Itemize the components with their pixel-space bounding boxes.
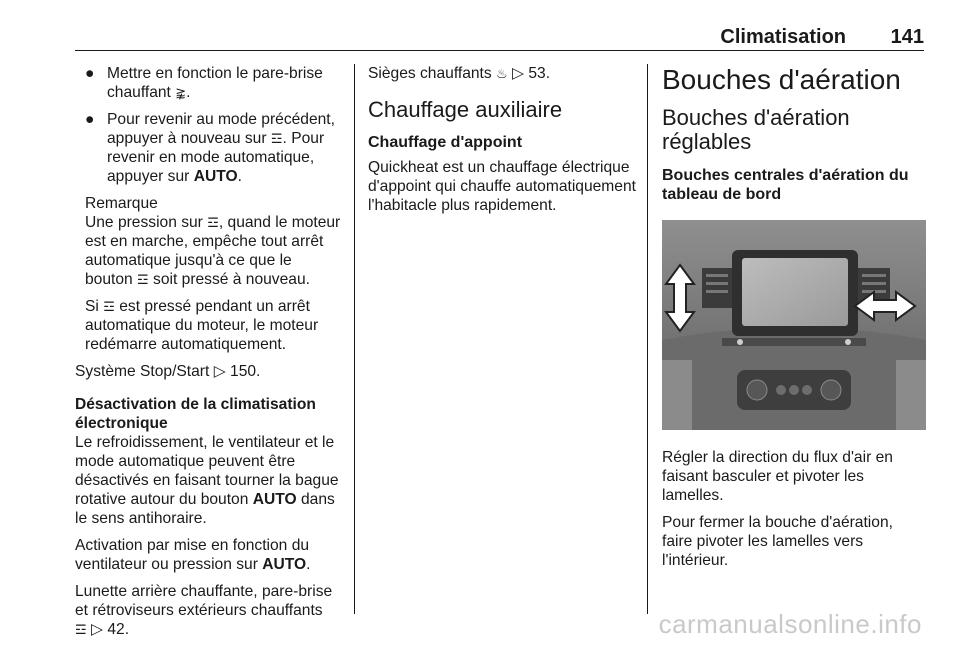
subsection-heading: Bouches centrales d'aération du tableau de bord (662, 167, 909, 203)
chapter-heading: Bouches d'aération (662, 64, 901, 95)
cross-reference: Sièges chauffants ♨ ▷ 53. (368, 65, 551, 82)
arrow-icon: ▷ (213, 363, 226, 380)
column-left: ● Mettre en fonction le pare-brise chauffant ⪊. ● Pour revenir au mode précédent, appuyer à nouveau sur ☲. Pour revenir en mode automatique, appuyer sur AUTO. Remarque Une pression sur ☲, quand le moteur est en marche, empêche tout arrêt automatique jusqu'à ce que le bouton ☲ soit pressé à nouveau. Si ☲ est pressé pendant un arrêt automatique du moteur, le moteur redémarre automatiquement. Système Stop/Start ▷ 150. Désactivation de la climatisation électronique Le refroidissement, le ventilateur et le mode automatique peuvent être désactivés en faisant tourner la bague rotative autour du bouton AUTO dans le sens antihoraire. Activation par mise en fonction du ventilateur ou pression sur AUTO. Lunette arrière chauffante, pare-brise et rétroviseurs extérieurs chauffants ☲ ▷ 42. (75, 64, 343, 647)
column-divider (647, 64, 648, 614)
rear-defrost-icon: ☲ (75, 622, 87, 637)
arrow-icon: ▷ (512, 65, 525, 82)
column-divider (354, 64, 355, 614)
windscreen-heat-icon: ⪊ (175, 85, 187, 100)
list-item: ● Mettre en fonction le pare-brise chauffant ⪊. (85, 65, 323, 101)
list-item: ● Pour revenir au mode précédent, appuyer à nouveau sur ☲. Pour revenir en mode automatique, appuyer sur AUTO. (85, 111, 335, 185)
auto-label: AUTO (193, 168, 238, 185)
dashboard-vents-photo (662, 220, 926, 430)
arrow-icon: ▷ (91, 621, 103, 638)
auto-label: AUTO (252, 491, 297, 508)
max-defrost-icon: ☲ (207, 215, 219, 230)
body-text: Régler la direction du flux d'air en faisant basculer et pivoter les lamelles. (662, 449, 893, 504)
max-defrost-icon: ☲ (103, 299, 115, 314)
bullet-dot: ● (85, 65, 95, 82)
max-defrost-icon: ☲ (137, 272, 149, 287)
page-number: 141 (890, 26, 924, 48)
page-header (75, 26, 924, 51)
column-middle (368, 64, 636, 223)
bullet-dot: ● (85, 111, 95, 128)
max-defrost-icon: ☲ (270, 131, 283, 146)
seat-heat-icon: ♨ (496, 66, 508, 81)
subsection-heading: Chauffage d'appoint (368, 134, 523, 151)
remark-title: Remarque (85, 195, 158, 212)
body-text: Quickheat est un chauffage électrique d'appoint qui chauffe automatiquement l'habitacle plus rapidement. (368, 159, 636, 214)
chapter-title: Climatisation (720, 26, 846, 48)
remark-block: Remarque Une pression sur ☲, quand le moteur est en marche, empêche tout arrêt automatique jusqu'à ce que le bouton ☲ soit pressé à nouveau. Si ☲ est pressé pendant un arrêt automatique du moteur, le moteur redémarre automatiquement. (85, 195, 341, 353)
section-heading: Chauffage auxiliaire (368, 97, 563, 122)
section-heading: Désactivation de la climatisation électronique (75, 396, 316, 432)
section-heading: Bouches d'aération réglables (662, 105, 850, 154)
auto-label: AUTO (262, 556, 307, 573)
cross-reference: Système Stop/Start ▷ 150. (75, 363, 261, 380)
watermark: carmanualsonline.info (658, 609, 922, 639)
body-text: Pour fermer la bouche d'aération, faire pivoter les lamelles vers l'intérieur. (662, 514, 893, 569)
column-right (662, 64, 926, 578)
